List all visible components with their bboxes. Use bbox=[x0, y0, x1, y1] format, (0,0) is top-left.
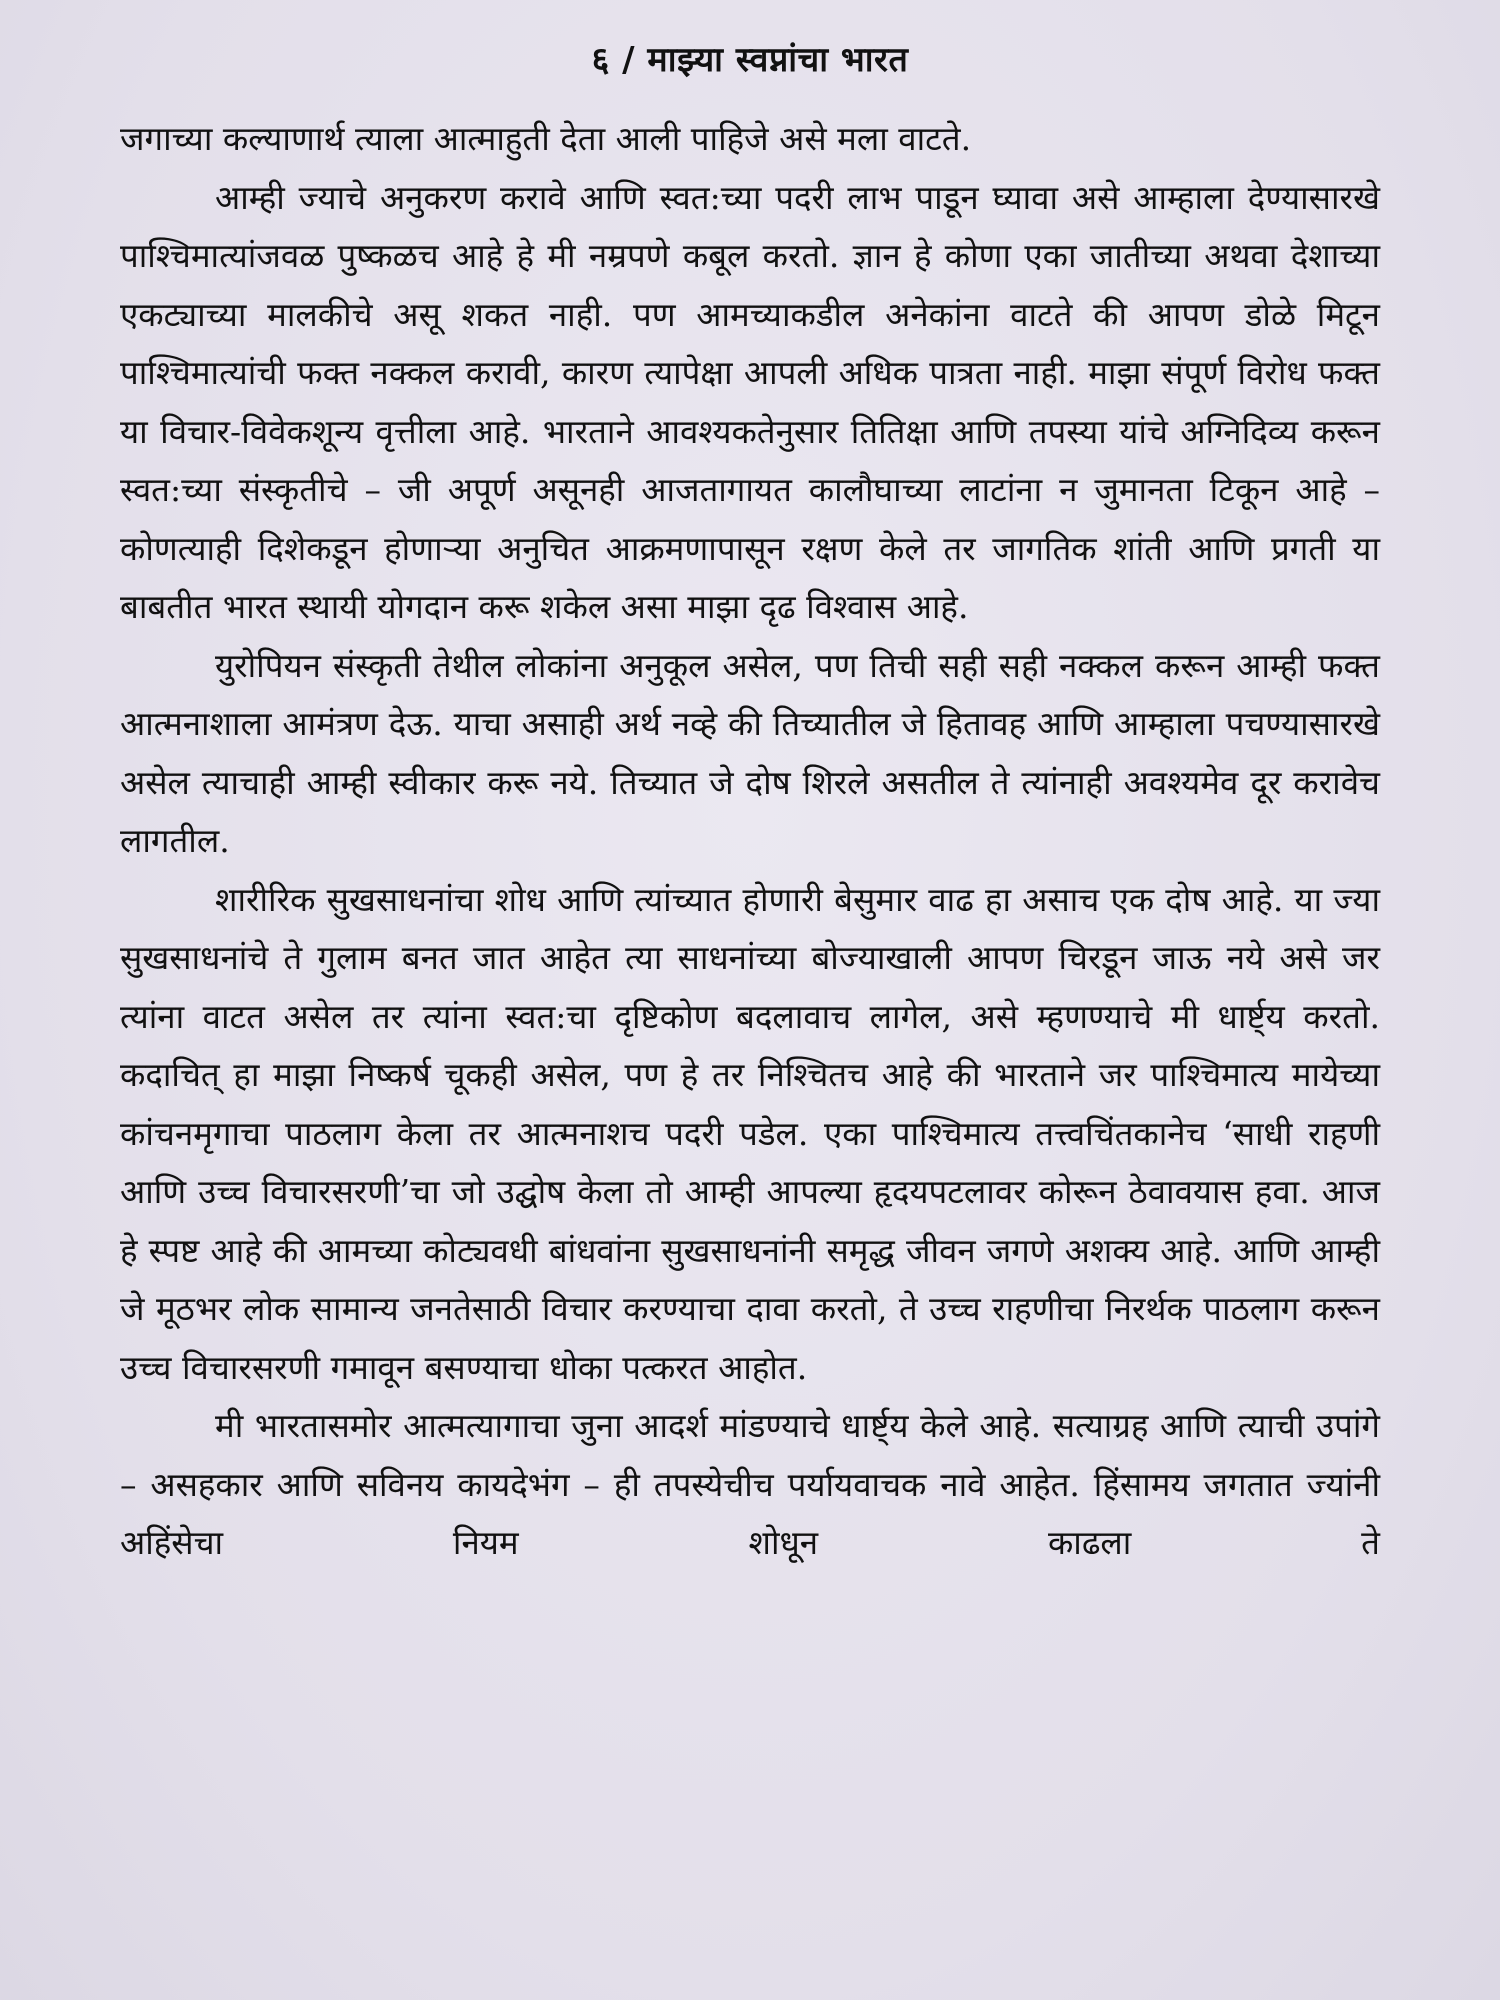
paragraph-3: युरोपियन संस्कृती तेथील लोकांना अनुकूल असेल, पण तिची सही सही नक्कल करून आम्ही फक्त आत्मनाशाला आमंत्रण देऊ. याचा असाही अर्थ नव्हे की तिच्यातील जे हितावह आणि आम्हाला पचण्यासारखे असेल त्याचाही आम्ही स्वीकार करू नये. तिच्यात जे दोष शिरले असतील ते त्यांनाही अवश्यमेव दूर करावेच लागतील. bbox=[120, 645, 1380, 860]
paragraph-4: शारीरिक सुखसाधनांचा शोध आणि त्यांच्यात होणारी बेसुमार वाढ हा असाच एक दोष आहे. या ज्या सुखसाधनांचे ते गुलाम बनत जात आहेत त्या साधनांच्या बोज्याखाली आपण चिरडून जाऊ नये असे जर त्यांना वाटत असेल तर त्यांना स्वत:चा दृष्टिकोण बदलावाच लागेल, असे म्हणण्याचे मी धार्ष्ट्य करतो. कदाचित् हा माझा निष्कर्ष चूकही असेल, पण हे तर निश्चितच आहे की भारताने जर पाश्चिमात्य मायेच्या कांचनमृगाचा पाठलाग केला तर आत्मनाशच पदरी पडेल. एका पाश्चिमात्य तत्त्वचिंतकानेच ‘साधी राहणी आणि उच्च विचारसरणी’चा जो उद्घोष केला तो आम्ही आपल्या हृदयपटलावर कोरून ठेवावयास हवा. आज हे स्पष्ट आहे की आमच्या कोट्यवधी बांधवांना सुखसाधनांनी समृद्ध जीवन जगणे अशक्य आहे. आणि आम्ही जे मूठभर लोक सामान्य जनतेसाठी विचार करण्याचा दावा करतो, ते उच्च राहणीचा निरर्थक पाठलाग करून उच्च विचारसरणी गमावून बसण्याचा धोका पत्करत आहोत. bbox=[120, 879, 1380, 1387]
paragraph-5: मी भारतासमोर आत्मत्यागाचा जुना आदर्श मांडण्याचे धार्ष्ट्य केले आहे. सत्याग्रह आणि त्याची उपांगे – असहकार आणि सविनय कायदेभंग – ही तपस्येचीच पर्यायवाचक नावे आहेत. हिंसामय जगतात ज्यांनी अहिंसेचा नियम शोधून काढला ते bbox=[120, 1406, 1380, 1562]
paragraph-2: आम्ही ज्याचे अनुकरण करावे आणि स्वत:च्या पदरी लाभ पाडून घ्यावा असे आम्हाला देण्यासारखे पाश्चिमात्यांजवळ पुष्कळच आहे हे मी नम्रपणे कबूल करतो. ज्ञान हे कोणा एका जातीच्या अथवा देशाच्या एकट्याच्या मालकीचे असू शकत नाही. पण आमच्याकडील अनेकांना वाटते की आपण डोळे मिटून पाश्चिमात्यांची फक्त नक्कल करावी, कारण त्यापेक्षा आपली अधिक पात्रता नाही. माझा संपूर्ण विरोध फक्त या विचार-विवेकशून्य वृत्तीला आहे. भारताने आवश्यकतेनुसार तितिक्षा आणि तपस्या यांचे अग्निदिव्य करून स्वत:च्या संस्कृतीचे – जी अपूर्ण असूनही आजतागायत कालौघाच्या लाटांना न जुमानता टिकून आहे – कोणत्याही दिशेकडून होणाऱ्या अनुचित आक्रमणापासून रक्षण केले तर जागतिक शांती आणि प्रगती या बाबतीत भारत स्थायी योगदान करू शकेल असा माझा दृढ विश्वास आहे. bbox=[120, 177, 1380, 626]
paragraph-1: जगाच्या कल्याणार्थ त्याला आत्माहुती देता आली पाहिजे असे मला वाटते. bbox=[120, 119, 972, 158]
running-head: ६ / माझ्या स्वप्नांचा भारत bbox=[591, 40, 909, 80]
body-text bbox=[120, 110, 1380, 1573]
